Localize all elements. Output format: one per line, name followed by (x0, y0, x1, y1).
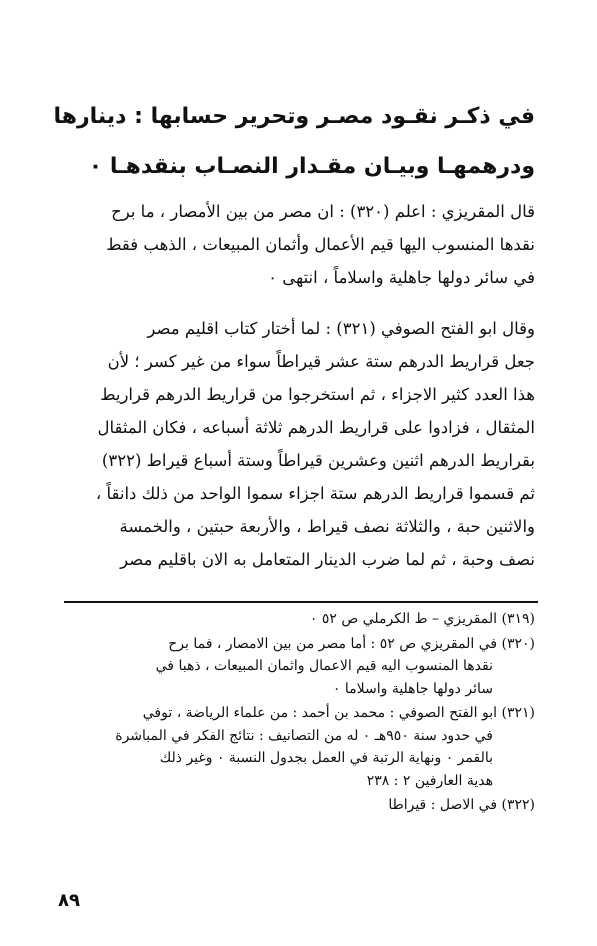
paragraph-sufi (57, 312, 535, 576)
text-line: والاثنين حبة ، والثلاثة نصف قيراط ، والأربعة حبتين ، والخمسة (119, 517, 535, 536)
text-line: في سائر دولها جاهلية واسلاماً ، انتهى ٠ (268, 268, 535, 287)
text-line: جعل قراريط الدرهم ستة عشر قيراطاً سواء من غير كسر ؛ لأن (107, 352, 535, 371)
page-number: ٨٩ (58, 890, 80, 911)
footnote-line: في حدود سنة ٩٥٠هـ ٠ له من التصانيف : نتائج الفكر في المباشرة (115, 727, 493, 744)
text-line: المثقال ، فزادوا على قراريط الدرهم ثلاثة أسباعه ، فكان المثقال (97, 418, 535, 437)
footnotes (57, 608, 535, 819)
heading-line: ودرهمهـا وبيـان مقـدار النصـاب بنقدهـا ٠ (88, 154, 535, 179)
footnote-line: (٣٢٢) في الاصل : قيراطا (388, 797, 535, 813)
paragraph-maqrizi (57, 195, 535, 294)
footnote-line: نقدها المنسوب اليه قيم الاعمال واثمان المبيعات ، ذهبا في (155, 658, 493, 674)
section-heading (53, 92, 535, 192)
footnote-line: (٣٢٠) في المقريزي ص ٥٢ : أما مصر من بين الامصار ، فما برح (168, 635, 535, 652)
footnote-line: (٣١٩) المقريزي – ط الكرملي ص ٥٢ ٠ (309, 611, 535, 627)
footnote-319 (57, 608, 535, 631)
text-line: بقراريط الدرهم اثنين وعشرين قيراطاً وستة أسباع قيراط (٣٢٢) (101, 451, 535, 470)
text-line: نصف وحبة ، ثم لما ضرب الدينار المتعامل به الان باقليم مصر (120, 550, 535, 569)
text-line: هذا العدد كثير الاجزاء ، ثم استخرجوا من قراريط الدرهم قراريط (100, 385, 535, 404)
footnote-line: سائر دولها جاهلية واسلاما ٠ (332, 680, 493, 697)
footnote-321 (57, 702, 535, 792)
text-line: وقال ابو الفتح الصوفي (٣٢١) : لما أختار كتاب اقليم مصر (147, 319, 535, 338)
footnote-320 (57, 633, 535, 701)
footnote-divider (64, 601, 538, 603)
footnote-line: (٣٢١) ابو الفتح الصوفي : محمد بن أحمد : من علماء الرياضة ، توفي (142, 705, 535, 721)
footnote-322 (57, 794, 535, 817)
heading-line: في ذكـر نقـود مصـر وتحرير حسابها : دينارها (53, 104, 535, 129)
footnote-line: بالقمر ٠ ونهاية الرتبة في العمل بجدول النسبة ٠ وغير ذلك (159, 750, 493, 766)
text-line: ثم قسموا قراريط الدرهم ستة اجزاء سموا الواحد من ذلك دانقاً ، (95, 484, 535, 503)
text-line: قال المقريزي : اعلم (٣٢٠) : ان مصر من بين الأمصار ، ما برح (111, 202, 535, 221)
text-line: نقدها المنسوب اليها قيم الأعمال وأثمان المبيعات ، الذهب فقط (106, 235, 535, 254)
footnote-line: هدية العارفين ٢ : ٢٣٨ (366, 772, 493, 789)
